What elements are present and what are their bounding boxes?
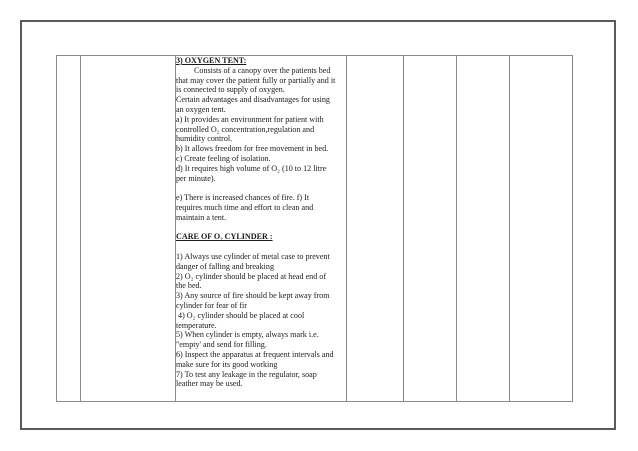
text-line: danger of falling and breaking [176, 261, 274, 271]
text-line: leather may be used. [176, 379, 243, 389]
text-line: b) It allows freedom for free movement in bed. [176, 144, 329, 154]
text-line: d) It requires high volume of O₂ (10 to 12 litre [176, 163, 327, 173]
table-cell-6 [457, 56, 510, 402]
oxygen-tent-heading: 3) OXYGEN TENT: [176, 56, 247, 65]
text-line: make sure for its good working [176, 359, 278, 369]
text-line: "empty' and send for filling. [176, 340, 267, 350]
text-line: 1) Always use cylinder of metal case to prevent [176, 251, 330, 261]
table-cell-1 [57, 56, 81, 402]
text-line: that may cover the patient fully or partially and it [176, 75, 336, 85]
text-line: humidity control. [176, 134, 233, 144]
text-line: per minute). [176, 173, 216, 183]
text-line: c) Create feeling of isolation. [176, 153, 271, 163]
text-line: 6) Inspect the apparatus at frequent intervals and [176, 349, 334, 359]
text-line: 2) O₂ cylinder should be placed at head end of [176, 271, 327, 281]
text-line: a) It provides an environment for patient with [176, 114, 324, 124]
text-line: temperature. [176, 320, 217, 330]
paragraph-gap [176, 183, 346, 193]
table-cell-content [176, 56, 347, 402]
text-line: an oxygen tent. [176, 104, 226, 114]
text-line: 7) To test any leakage in the regulator, soap [176, 369, 317, 379]
table-row [57, 56, 573, 402]
text-line: is connected to supply of oxygen. [176, 85, 285, 95]
table-cell-7 [510, 56, 573, 402]
text-line: 4) O₂ cylinder should be placed at cool [176, 310, 305, 320]
text-line: 5) When cylinder is empty, always mark i.e. [176, 330, 319, 340]
table-cell-5 [404, 56, 457, 402]
text-line: requires much time and effort to clean and [176, 202, 314, 212]
paragraph-gap [176, 223, 346, 233]
text-line: controlled O₂ concentration,regulation and [176, 124, 315, 134]
text-line: e) There is increased chances of fire. f) It [176, 193, 310, 203]
text-line: the bed. [176, 281, 202, 291]
text-line: Consists of a canopy over the patients bed [194, 65, 331, 75]
content-table [56, 55, 573, 402]
text-line: Certain advantages and disadvantages for using [176, 95, 330, 105]
table-cell-2 [81, 56, 176, 402]
cylinder-care-heading: CARE OF O₂ CYLINDER : [176, 232, 273, 242]
text-line: maintain a tent. [176, 212, 227, 222]
text-line: cylinder for fear of fir [176, 300, 248, 310]
text-line: 3) Any source of fire should be kept away from [176, 291, 330, 301]
table-cell-4 [347, 56, 404, 402]
paragraph-gap [176, 242, 346, 252]
